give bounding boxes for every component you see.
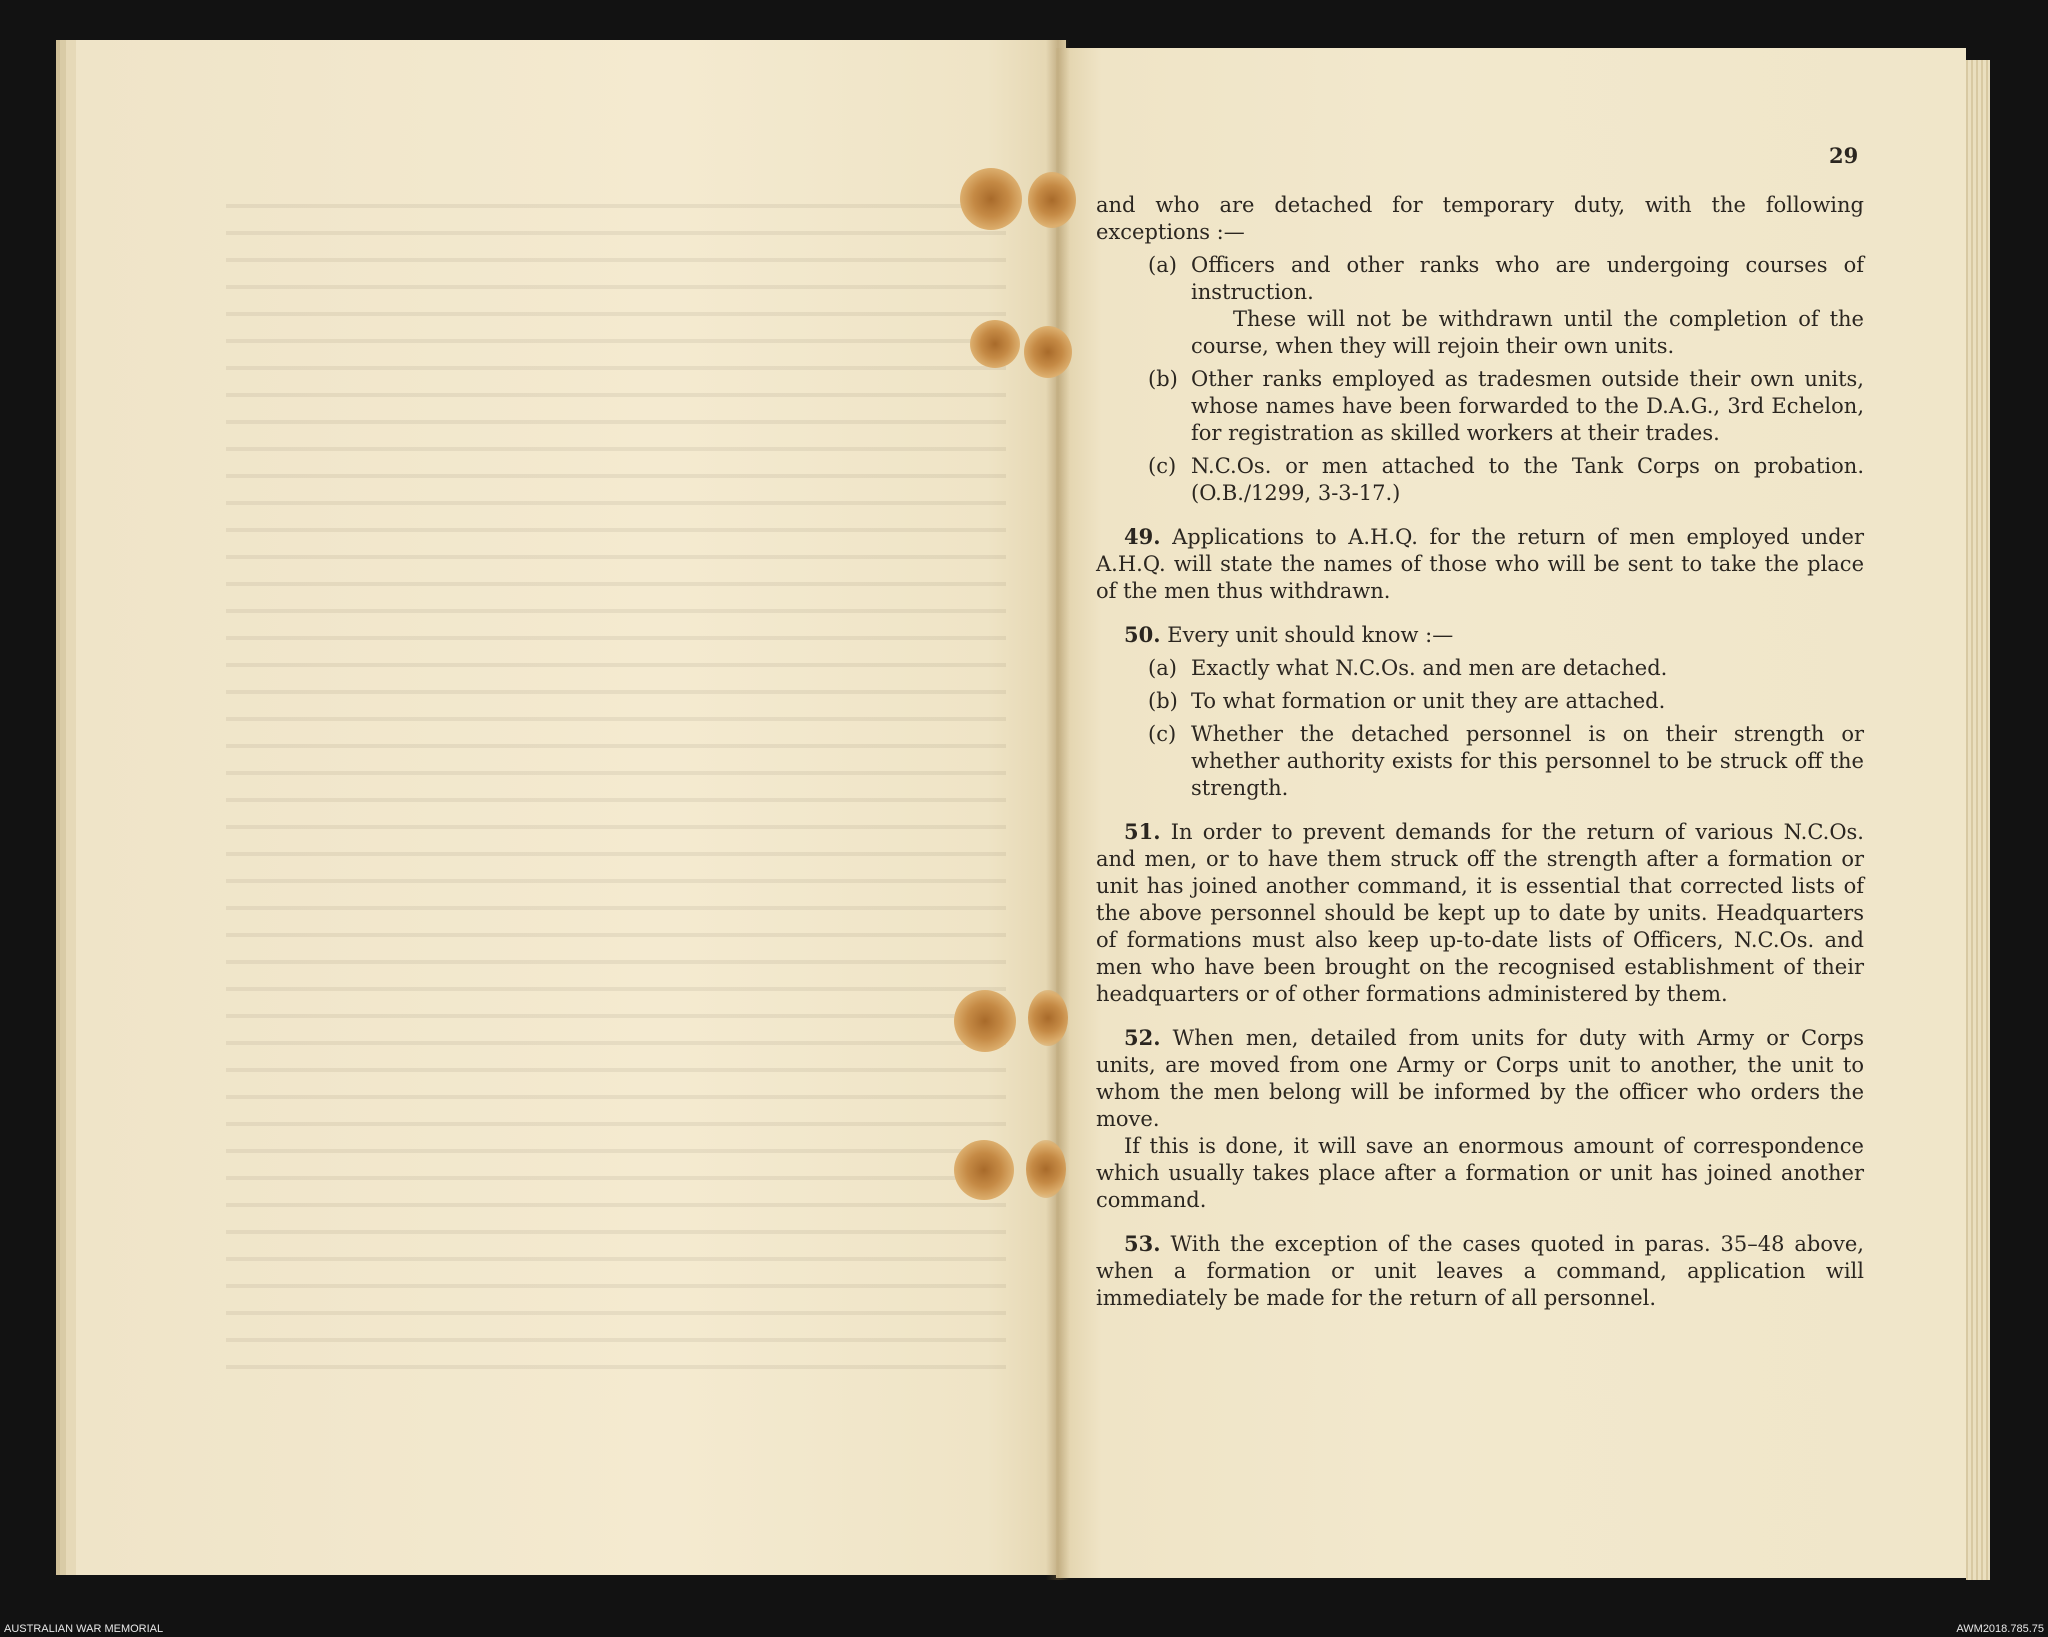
stain-spot xyxy=(954,1140,1014,1200)
book-gutter xyxy=(1046,40,1070,1580)
item-text: N.C.Os. or men attached to the Tank Corps on probation. (O.B./1299, 3-3-17.) xyxy=(1191,454,1864,505)
item-label: (c) xyxy=(1148,454,1177,478)
para-number: 51. xyxy=(1124,819,1161,844)
item-label: (c) xyxy=(1148,722,1177,746)
para-text: Every unit should know :— xyxy=(1167,623,1454,647)
item-label: (b) xyxy=(1148,367,1178,391)
item-text: To what formation or unit they are attached. xyxy=(1191,689,1666,713)
left-page-blank xyxy=(66,40,1066,1575)
archive-credit: AUSTRALIAN WAR MEMORIAL xyxy=(4,1623,164,1635)
paragraph-50 xyxy=(1096,621,1864,649)
item-text: Exactly what N.C.Os. and men are detached. xyxy=(1191,656,1668,680)
show-through-text xyxy=(226,190,1006,1390)
item-label: (a) xyxy=(1148,656,1177,680)
para50-item-b xyxy=(1148,688,1864,715)
stain-spot xyxy=(1028,990,1068,1046)
stain-spot xyxy=(970,320,1020,368)
paragraph-52 xyxy=(1096,1024,1864,1133)
paragraph-49 xyxy=(1096,523,1864,605)
paragraph-52-note: If this is done, it will save an enormous amount of correspondence which usually takes place after a formation or unit has joined another command. xyxy=(1096,1134,1864,1212)
para-text: When men, detailed from units for duty with Army or Corps units, are moved from one Army or Corps unit to another, the unit to whom the men belong will be informed by the officer who orders the move. xyxy=(1096,1026,1864,1131)
stain-spot xyxy=(1024,326,1072,378)
exception-item-b xyxy=(1148,366,1864,447)
item-label: (a) xyxy=(1148,253,1177,277)
para-number: 53. xyxy=(1124,1231,1161,1256)
paragraph-51 xyxy=(1096,818,1864,1008)
item-text: Officers and other ranks who are undergoing courses of instruction. xyxy=(1191,253,1864,304)
para-number: 50. xyxy=(1124,622,1161,647)
stain-spot xyxy=(960,168,1022,230)
stain-spot xyxy=(1028,172,1076,228)
para-text: With the exception of the cases quoted in paras. 35–48 above, when a formation or unit leaves a command, application will immediately be made for the return of all personnel. xyxy=(1096,1232,1864,1310)
exception-a-note: These will not be withdrawn until the completion of the course, when they will rejoin their own units. xyxy=(1191,307,1864,358)
archive-reference: AWM2018.785.75 xyxy=(1956,1623,2044,1635)
para50-item-a xyxy=(1148,655,1864,682)
opening-text: and who are detached for temporary duty, with the following exceptions :— xyxy=(1096,193,1864,244)
stain-spot xyxy=(954,990,1016,1052)
item-text: Whether the detached personnel is on their strength or whether authority exists for this personnel to be struck off the strength. xyxy=(1191,722,1864,800)
item-label: (b) xyxy=(1148,689,1178,713)
para-text: In order to prevent demands for the return of various N.C.Os. and men, or to have them struck off the strength after a formation or unit has joined another command, it is essential that corrected lists of the above personnel should be kept up to date by units. Headquarters of formations must also keep up-to-date lists of Officers, N.C.Os. and men who have been brought on the recognised establishment of their headquarters or of other formations administered by them. xyxy=(1096,820,1864,1006)
para-text: Applications to A.H.Q. for the return of men employed under A.H.Q. will state the names of those who will be sent to take the place of the men thus withdrawn. xyxy=(1096,525,1864,603)
page-edges xyxy=(1966,60,1990,1580)
exception-item-a xyxy=(1148,252,1864,306)
para-number: 49. xyxy=(1124,524,1161,549)
item-text: Other ranks employed as tradesmen outside their own units, whose names have been forwarded to the D.A.G., 3rd Echelon, for registration as skilled workers at their trades. xyxy=(1191,367,1864,445)
page-text xyxy=(1096,128,1864,1312)
page-number: 29 xyxy=(1829,143,1859,168)
stain-spot xyxy=(1026,1140,1066,1198)
paragraph-53 xyxy=(1096,1230,1864,1312)
exception-item-c xyxy=(1148,453,1864,507)
para-number: 52. xyxy=(1124,1025,1161,1050)
para50-item-c xyxy=(1148,721,1864,802)
